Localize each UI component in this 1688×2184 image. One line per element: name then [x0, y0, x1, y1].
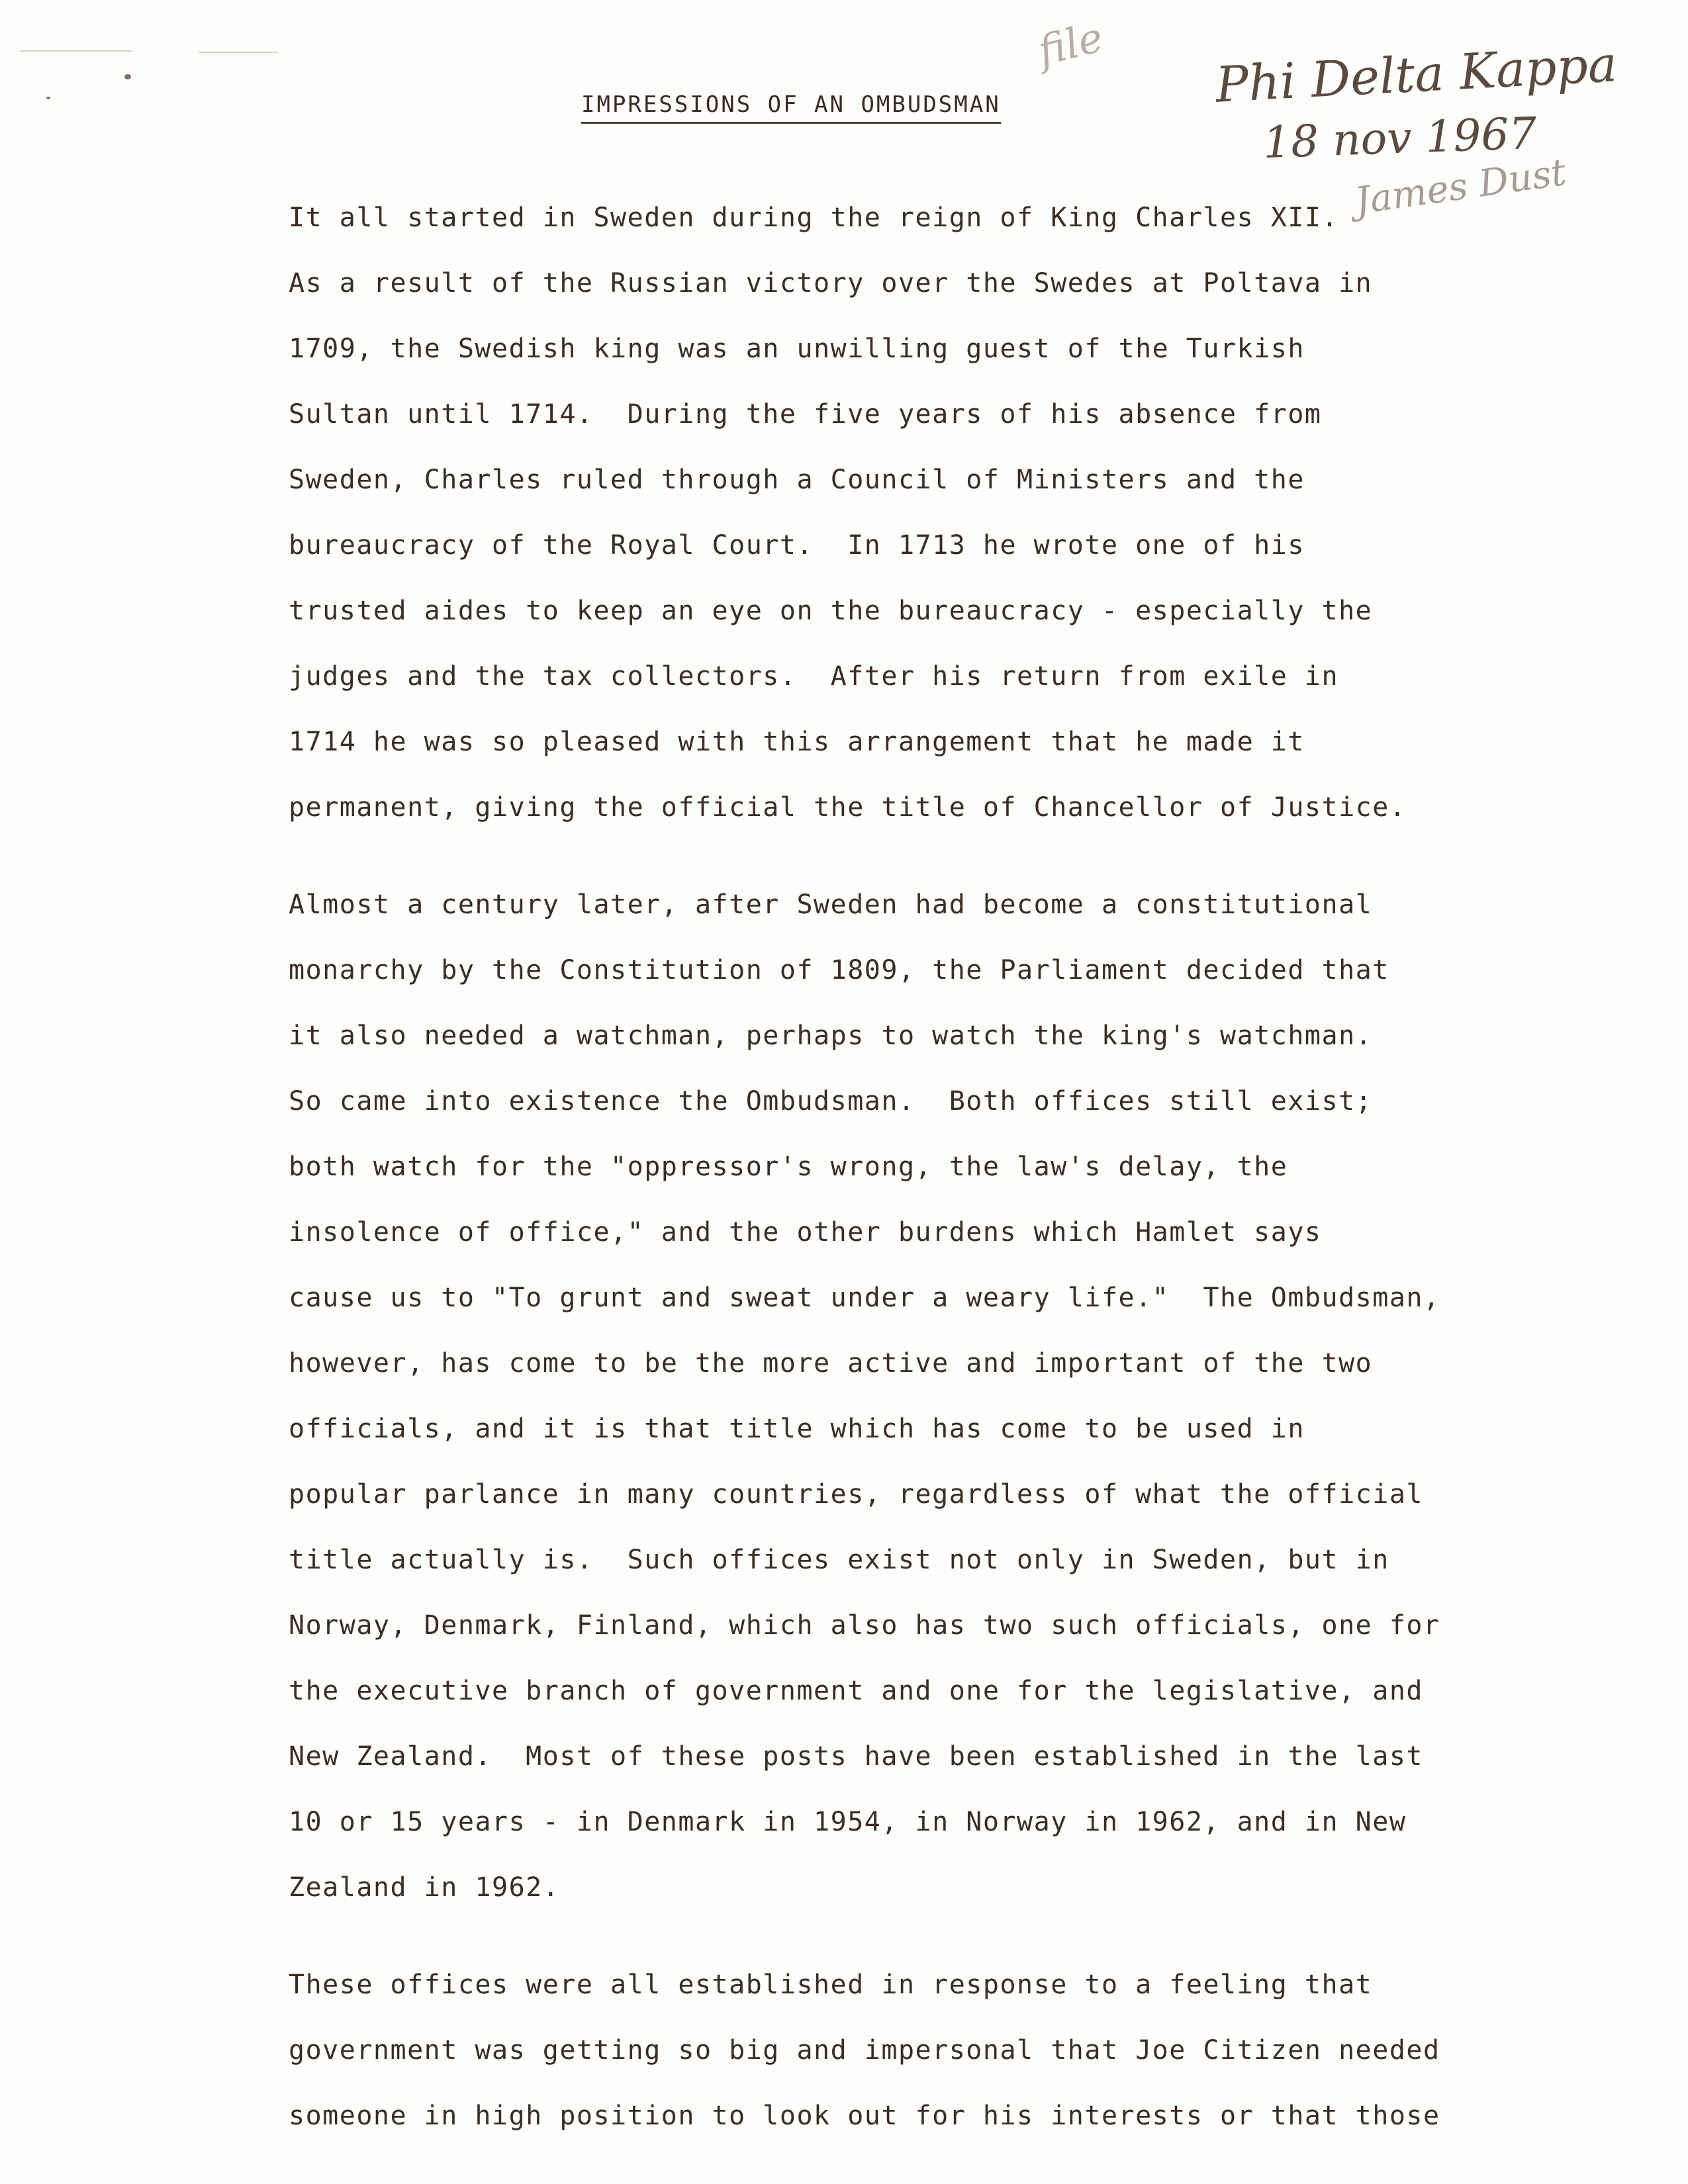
scan-artifact: [199, 52, 278, 53]
text-line: Almost a century later, after Sweden had become a constitutional: [289, 889, 1373, 920]
text-line: Norway, Denmark, Finland, which also has two such officials, one for: [289, 1610, 1440, 1641]
text-line: cause us to "To grunt and sweat under a weary life." The Ombudsman,: [289, 1283, 1440, 1313]
text-line: bureaucracy of the Royal Court. In 1713 he wrote one of his: [289, 530, 1305, 561]
text-line: however, has come to be the more active and important of the two: [289, 1348, 1373, 1379]
text-line: officials, and it is that title which has come to be used in: [289, 1414, 1305, 1444]
text-line: As a result of the Russian victory over the Swedes at Poltava in: [289, 268, 1373, 298]
paragraph-gap: [289, 1921, 1467, 1952]
text-line: New Zealand. Most of these posts have been established in the last: [289, 1741, 1423, 1772]
text-line: Sweden, Charles ruled through a Council of Ministers and the: [289, 465, 1305, 495]
text-line: permanent, giving the official the title of Chancellor of Justice.: [289, 792, 1407, 823]
text-line: Sultan until 1714. During the five years of his absence from: [289, 399, 1322, 430]
text-line: monarchy by the Constitution of 1809, the Parliament decided that: [289, 955, 1389, 985]
text-line: It all started in Sweden during the reign of King Charles XII.: [289, 203, 1339, 233]
text-line: government was getting so big and impersonal that Joe Citizen needed: [289, 2035, 1440, 2066]
handwritten-date: 18 nov 1967: [1262, 107, 1538, 169]
paragraph-gap: [289, 841, 1467, 872]
text-line: Zealand in 1962.: [289, 1872, 560, 1903]
handwritten-society-name: Phi Delta Kappa: [1214, 36, 1618, 114]
text-line: trusted aides to keep an eye on the bureaucracy - especially the: [289, 596, 1373, 626]
text-line: title actually is. Such offices exist not only in Sweden, but in: [289, 1545, 1389, 1575]
scan-speck: [46, 97, 50, 99]
text-line: 10 or 15 years - in Denmark in 1954, in Norway in 1962, and in New: [289, 1807, 1407, 1837]
text-line: someone in high position to look out for his interests or that those: [289, 2101, 1440, 2131]
text-line: both watch for the "oppressor's wrong, the law's delay, the: [289, 1152, 1288, 1182]
handwritten-file-mark: file: [1033, 13, 1108, 75]
scan-speck: [124, 74, 131, 79]
paragraph-3: [289, 1952, 1467, 2149]
text-line: So came into existence the Ombudsman. Both offices still exist;: [289, 1086, 1373, 1116]
paragraph-2: [289, 872, 1467, 1921]
handwritten-author-name: James Dust: [1352, 150, 1569, 224]
paragraph-1: [289, 185, 1467, 841]
text-line: popular parlance in many countries, regardless of what the official: [289, 1479, 1423, 1510]
text-line: it also needed a watchman, perhaps to watch the king's watchman.: [289, 1021, 1373, 1051]
scan-artifact: [20, 50, 132, 52]
text-line: 1709, the Swedish king was an unwilling guest of the Turkish: [289, 334, 1305, 364]
text-line: 1714 he was so pleased with this arrangement that he made it: [289, 727, 1305, 757]
document-title: IMPRESSIONS OF AN OMBUDSMAN: [581, 91, 1001, 124]
text-line: judges and the tax collectors. After his return from exile in: [289, 661, 1339, 692]
text-line: the executive branch of government and one for the legislative, and: [289, 1676, 1423, 1706]
text-line: These offices were all established in response to a feeling that: [289, 1970, 1373, 2000]
text-line: insolence of office," and the other burdens which Hamlet says: [289, 1217, 1322, 1248]
document-body: [289, 185, 1467, 2149]
